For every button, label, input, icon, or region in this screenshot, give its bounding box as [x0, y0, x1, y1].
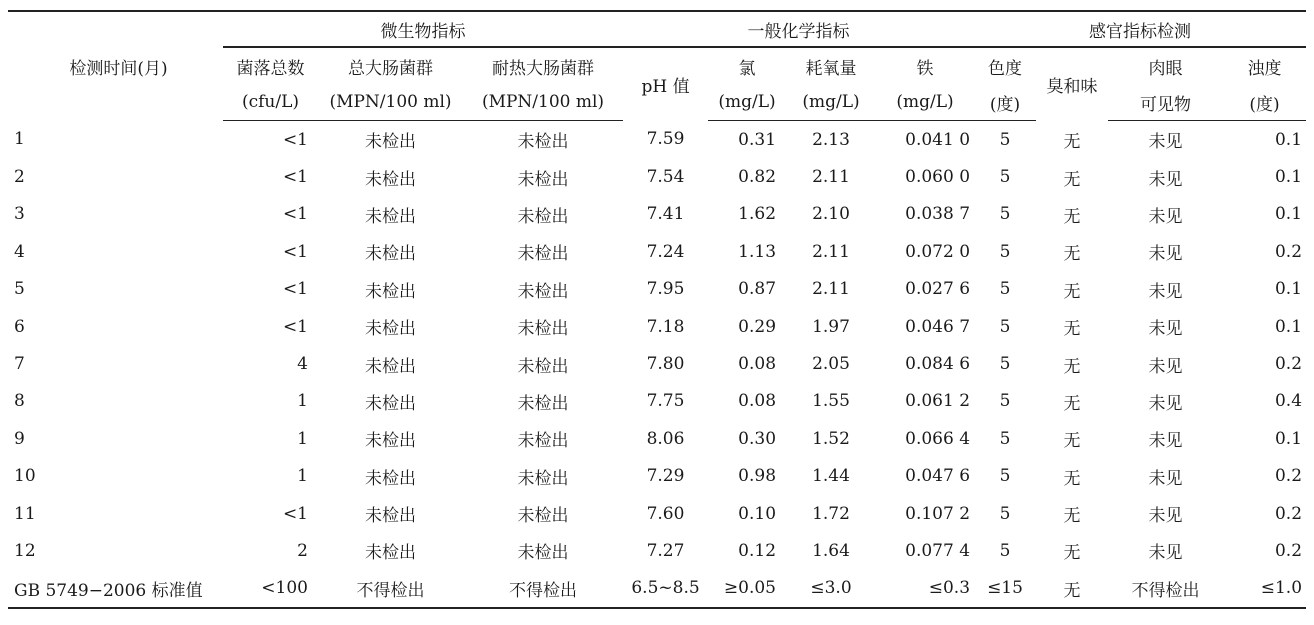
cell-thermo: 未检出: [517, 393, 569, 414]
cell-visible: 不得检出: [1108, 570, 1223, 608]
cell-thermo: 未检出: [517, 319, 569, 340]
cell-odor: 无: [1063, 206, 1081, 227]
cell-iron: 0.041 0: [905, 129, 971, 150]
cell-visible: 未见: [1148, 281, 1183, 302]
cell-ph: 7.60: [646, 503, 685, 524]
cell-visible: 未见: [1148, 356, 1183, 377]
cell-coliform: 未检出: [365, 244, 416, 265]
cell-coliform: 未检出: [365, 132, 416, 153]
cell-thermo: 未检出: [517, 468, 569, 489]
table-row: [8, 532, 1306, 569]
cell-color: 5: [999, 503, 1011, 524]
cell-chlorine: 1.13: [738, 241, 777, 262]
header-coliform-unit: (MPN/100 ml): [318, 84, 463, 121]
header-thermo-unit: (MPN/100 ml): [463, 84, 623, 121]
cell-ph: 7.75: [646, 391, 685, 412]
cell-thermo: 未检出: [517, 543, 569, 564]
cell-turbidity: ≤1.0: [1223, 570, 1306, 608]
cell-turbidity: 0.2: [1274, 466, 1303, 487]
cell-odor: 无: [1063, 356, 1081, 377]
standard-row: [8, 570, 1306, 608]
cell-chlorine: 0.08: [738, 391, 777, 412]
cell-thermo: 未检出: [517, 506, 569, 527]
water-quality-table: [8, 10, 1306, 609]
table-row: [8, 345, 1306, 382]
cell-time: 9: [14, 428, 25, 449]
cell-coliform: 未检出: [365, 169, 416, 190]
cell-color: 5: [999, 129, 1011, 150]
cell-coliform: 未检出: [365, 281, 416, 302]
header-oxygen-unit: (mg/L): [786, 84, 876, 121]
cell-bacteria: <1: [282, 503, 308, 524]
cell-bacteria: 1: [297, 466, 308, 487]
cell-iron: 0.038 7: [905, 204, 971, 225]
cell-ph: 7.27: [646, 540, 685, 561]
group-micro: 微生物指标: [223, 11, 623, 47]
cell-turbidity: 0.1: [1274, 279, 1303, 300]
header-iron: 铁: [916, 58, 934, 79]
header-visible: 肉眼: [1148, 58, 1183, 79]
table-row: [8, 495, 1306, 532]
header-chlorine: 氯: [738, 58, 756, 79]
cell-iron: 0.027 6: [905, 279, 971, 300]
cell-ph: 7.24: [646, 241, 685, 262]
cell-time: 8: [14, 391, 25, 412]
cell-ph: 7.41: [646, 204, 685, 225]
cell-time: 1: [14, 129, 25, 150]
cell-time: 5: [14, 279, 25, 300]
cell-iron: ≤0.3: [876, 570, 974, 608]
cell-visible: 未见: [1148, 319, 1183, 340]
cell-odor: 无: [1063, 468, 1081, 489]
cell-odor: 无: [1063, 281, 1081, 302]
cell-visible: 未见: [1148, 543, 1183, 564]
cell-oxygen: 2.11: [812, 167, 850, 188]
cell-chlorine: 0.12: [738, 540, 777, 561]
cell-turbidity: 0.1: [1274, 428, 1303, 449]
header-ph: pH 值: [641, 76, 690, 97]
cell-turbidity: 0.1: [1274, 129, 1303, 150]
cell-odor: 无: [1036, 570, 1108, 608]
cell-thermo: 未检出: [517, 281, 569, 302]
cell-chlorine: ≥0.05: [708, 570, 786, 608]
cell-time: 7: [14, 354, 25, 375]
cell-ph: 7.18: [646, 316, 685, 337]
cell-ph: 7.95: [646, 279, 685, 300]
cell-oxygen: ≤3.0: [786, 570, 876, 608]
table-row: [8, 420, 1306, 457]
cell-bacteria: 1: [297, 391, 308, 412]
header-color-unit: (度): [974, 84, 1036, 121]
cell-color: 5: [999, 466, 1011, 487]
cell-time: 10: [14, 466, 36, 487]
cell-odor: 无: [1063, 431, 1081, 452]
cell-color: ≤15: [974, 570, 1036, 608]
cell-visible: 未见: [1148, 468, 1183, 489]
cell-ph: 7.54: [646, 167, 685, 188]
cell-ph: 7.29: [646, 466, 685, 487]
cell-odor: 无: [1063, 506, 1081, 527]
cell-coliform: 未检出: [365, 468, 416, 489]
cell-visible: 未见: [1148, 431, 1183, 452]
cell-chlorine: 0.10: [738, 503, 777, 524]
cell-visible: 未见: [1148, 206, 1183, 227]
cell-turbidity: 0.1: [1274, 316, 1303, 337]
cell-bacteria: 2: [297, 540, 308, 561]
cell-oxygen: 1.72: [812, 503, 850, 524]
group-chem: 一般化学指标: [623, 11, 974, 47]
header-chlorine-unit: (mg/L): [708, 84, 786, 121]
cell-ph: 6.5~8.5: [623, 570, 708, 608]
cell-color: 5: [999, 391, 1011, 412]
cell-visible: 未见: [1148, 132, 1183, 153]
header-bacteria-unit: (cfu/L): [223, 84, 318, 121]
cell-chlorine: 0.82: [738, 167, 777, 188]
cell-bacteria: 4: [297, 354, 308, 375]
header-thermo: 耐热大肠菌群: [492, 58, 594, 79]
cell-coliform: 未检出: [365, 543, 416, 564]
cell-iron: 0.066 4: [905, 428, 971, 449]
cell-coliform: 未检出: [365, 431, 416, 452]
header-iron-unit: (mg/L): [876, 84, 974, 121]
cell-bacteria: <1: [282, 241, 308, 262]
cell-time: GB 5749−2006 标准值: [8, 570, 223, 608]
cell-chlorine: 0.98: [738, 466, 777, 487]
table-row: [8, 158, 1306, 195]
cell-ph: 7.59: [646, 129, 685, 150]
cell-thermo: 未检出: [517, 169, 569, 190]
cell-time: 4: [14, 241, 25, 262]
table-row: [8, 308, 1306, 345]
cell-bacteria: 1: [297, 428, 308, 449]
cell-visible: 未见: [1148, 506, 1183, 527]
cell-color: 5: [999, 316, 1011, 337]
header-bacteria: 菌落总数: [236, 58, 305, 79]
cell-time: 2: [14, 167, 25, 188]
cell-odor: 无: [1063, 169, 1081, 190]
cell-visible: 未见: [1148, 244, 1183, 265]
cell-turbidity: 0.2: [1274, 241, 1303, 262]
header-time: 检测时间(月): [69, 58, 168, 79]
cell-oxygen: 2.10: [812, 204, 850, 225]
cell-coliform: 未检出: [365, 206, 416, 227]
cell-ph: 7.80: [646, 354, 685, 375]
table-row: [8, 271, 1306, 308]
table-row: [8, 458, 1306, 495]
cell-odor: 无: [1063, 131, 1081, 152]
group-sense: 感官指标检测: [974, 11, 1306, 47]
cell-bacteria: <1: [282, 167, 308, 188]
cell-oxygen: 2.11: [812, 241, 850, 262]
header-turbidity: 浊度: [1247, 58, 1282, 79]
cell-iron: 0.084 6: [905, 354, 971, 375]
cell-turbidity: 0.2: [1274, 540, 1303, 561]
cell-oxygen: 2.13: [812, 129, 850, 150]
cell-coliform: 未检出: [365, 506, 416, 527]
cell-ph: 8.06: [646, 428, 685, 449]
cell-color: 5: [999, 167, 1011, 188]
cell-bacteria: <1: [282, 279, 308, 300]
cell-turbidity: 0.2: [1274, 503, 1303, 524]
cell-oxygen: 1.44: [812, 466, 850, 487]
cell-oxygen: 2.11: [812, 279, 850, 300]
cell-color: 5: [999, 428, 1011, 449]
cell-oxygen: 1.52: [812, 428, 850, 449]
cell-time: 11: [14, 503, 36, 524]
cell-turbidity: 0.4: [1274, 391, 1303, 412]
header-visible-2: 可见物: [1108, 84, 1223, 121]
cell-iron: 0.107 2: [905, 503, 971, 524]
cell-color: 5: [999, 279, 1011, 300]
cell-coliform: 未检出: [365, 319, 416, 340]
cell-color: 5: [999, 354, 1011, 375]
table-body: [8, 121, 1306, 609]
cell-chlorine: 0.30: [738, 428, 777, 449]
cell-chlorine: 1.62: [738, 204, 777, 225]
cell-odor: 无: [1063, 244, 1081, 265]
cell-bacteria: <1: [282, 129, 308, 150]
table-row: [8, 383, 1306, 420]
cell-bacteria: <1: [282, 316, 308, 337]
cell-color: 5: [999, 241, 1011, 262]
cell-coliform: 未检出: [365, 356, 416, 377]
header-color: 色度: [988, 58, 1023, 79]
table-row: [8, 121, 1306, 159]
cell-chlorine: 0.29: [738, 316, 777, 337]
cell-time: 3: [14, 204, 25, 225]
cell-turbidity: 0.1: [1274, 204, 1303, 225]
cell-odor: 无: [1063, 543, 1081, 564]
table-row: [8, 233, 1306, 270]
cell-thermo: 未检出: [517, 356, 569, 377]
header-turbidity-unit: (度): [1223, 84, 1306, 121]
cell-color: 5: [999, 540, 1011, 561]
cell-odor: 无: [1063, 393, 1081, 414]
cell-oxygen: 1.55: [812, 391, 850, 412]
cell-visible: 未见: [1148, 393, 1183, 414]
cell-iron: 0.077 4: [905, 540, 971, 561]
cell-iron: 0.060 0: [905, 167, 971, 188]
cell-chlorine: 0.87: [738, 279, 777, 300]
cell-oxygen: 2.05: [812, 354, 850, 375]
group-header-row: [8, 11, 1306, 47]
cell-iron: 0.061 2: [905, 391, 971, 412]
cell-thermo: 未检出: [517, 244, 569, 265]
cell-oxygen: 1.97: [812, 316, 850, 337]
cell-iron: 0.072 0: [905, 241, 971, 262]
table-row: [8, 196, 1306, 233]
cell-oxygen: 1.64: [812, 540, 850, 561]
cell-turbidity: 0.2: [1274, 354, 1303, 375]
cell-color: 5: [999, 204, 1011, 225]
cell-bacteria: <1: [282, 204, 308, 225]
table-header: [8, 11, 1306, 121]
header-oxygen: 耗氧量: [805, 58, 857, 79]
cell-odor: 无: [1063, 319, 1081, 340]
cell-coliform: 不得检出: [318, 570, 463, 608]
cell-thermo: 未检出: [517, 431, 569, 452]
cell-coliform: 未检出: [365, 393, 416, 414]
cell-time: 6: [14, 316, 25, 337]
cell-time: 12: [14, 540, 36, 561]
cell-bacteria: <100: [223, 570, 318, 608]
header-coliform: 总大肠菌群: [348, 58, 433, 79]
cell-chlorine: 0.31: [738, 129, 777, 150]
cell-iron: 0.047 6: [905, 466, 971, 487]
cell-thermo: 未检出: [517, 206, 569, 227]
cell-chlorine: 0.08: [738, 354, 777, 375]
cell-thermo: 未检出: [517, 132, 569, 153]
cell-thermo: 不得检出: [463, 570, 623, 608]
cell-turbidity: 0.1: [1274, 167, 1303, 188]
header-odor: 臭和味: [1046, 76, 1098, 97]
cell-iron: 0.046 7: [905, 316, 971, 337]
cell-visible: 未见: [1148, 169, 1183, 190]
